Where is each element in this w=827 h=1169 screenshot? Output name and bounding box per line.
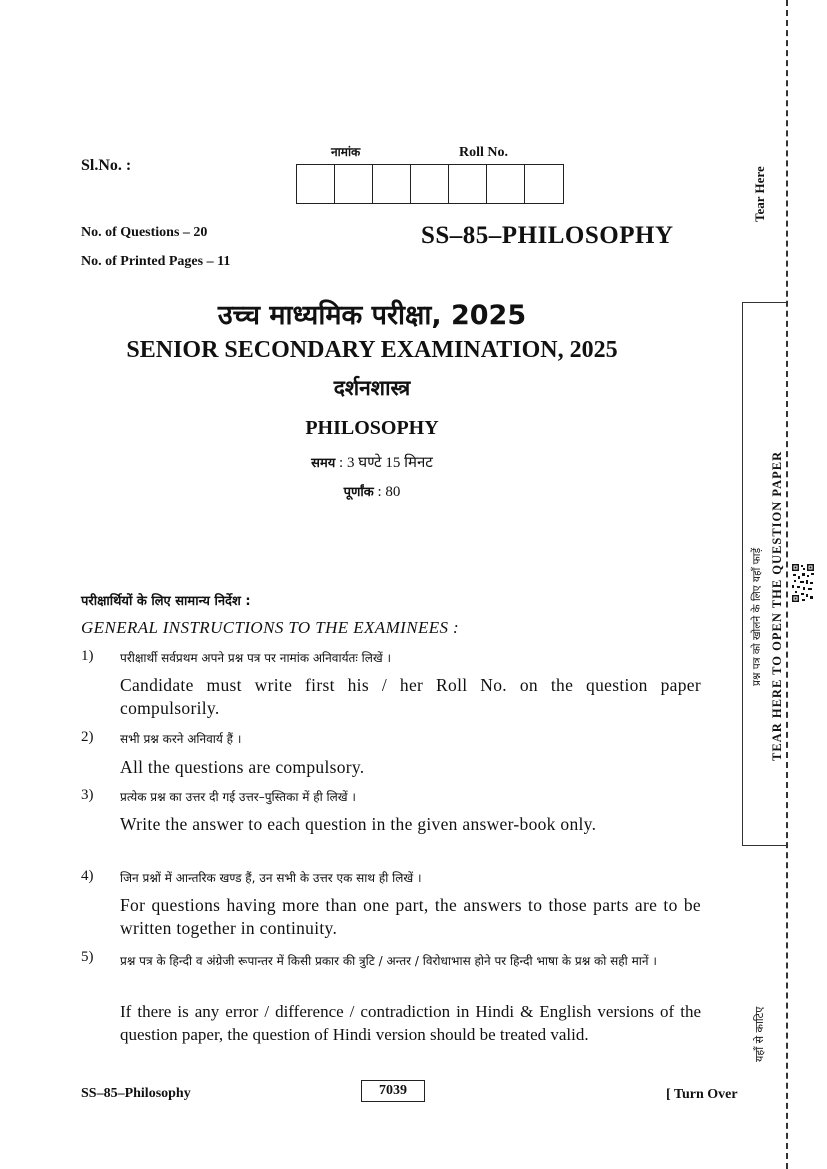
exam-duration xyxy=(0,452,744,472)
number-of-questions: No. of Questions – 20 xyxy=(81,225,208,240)
time-label: समय xyxy=(311,456,336,471)
marks-label: पूर्णांक xyxy=(343,485,374,500)
roll-digit-box[interactable] xyxy=(411,165,449,203)
roll-number-boxes[interactable] xyxy=(296,164,564,204)
instructions-heading: GENERAL INSTRUCTIONS TO THE EXAMINEES : xyxy=(81,618,460,637)
instruction-number: 1) xyxy=(81,648,94,664)
roll-number-label: Roll No. xyxy=(459,145,508,160)
roll-digit-box[interactable] xyxy=(335,165,373,203)
marks-value: : 80 xyxy=(377,484,401,500)
tear-to-open-label: TEAR HERE TO OPEN THE QUESTION PAPER xyxy=(770,450,784,761)
paper-code: SS–85–PHILOSOPHY xyxy=(421,222,674,249)
roll-digit-box[interactable] xyxy=(487,165,525,203)
instruction-hindi: परीक्षार्थी सर्वप्रथम अपने प्रश्न पत्र पर नामांक अनिवार्यतः लिखें । xyxy=(120,651,392,665)
cut-here-label-hindi: यहाँ से काटिए xyxy=(753,1006,766,1062)
subject-title: PHILOSOPHY xyxy=(305,417,439,439)
serial-number-label: Sl.No. : xyxy=(81,157,132,174)
turn-over-label: [ Turn Over xyxy=(666,1087,738,1102)
qr-code-icon xyxy=(791,563,815,603)
number-of-printed-pages: No. of Printed Pages – 11 xyxy=(81,254,231,269)
footer-paper-code: SS–85–Philosophy xyxy=(81,1086,191,1101)
instruction-number: 4) xyxy=(81,868,94,884)
instruction-english: For questions having more than one part, the answers to those parts are to be written together in continuity. xyxy=(120,895,701,938)
instruction-number: 2) xyxy=(81,729,94,745)
roll-digit-box[interactable] xyxy=(297,165,335,203)
instructions-heading-hindi: परीक्षार्थियों के लिए सामान्य निर्देश : xyxy=(81,594,251,609)
max-marks xyxy=(0,482,744,501)
instruction-number: 3) xyxy=(81,787,94,803)
time-value: : 3 घण्टे 15 मिनट xyxy=(339,455,433,471)
instruction-english: If there is any error / difference / contradiction in Hindi & English versions of the question paper, the question of Hindi version should be treated valid. xyxy=(120,1002,701,1044)
instruction-number: 5) xyxy=(81,949,94,965)
subject-title-hindi: दर्शनशास्त्र xyxy=(333,376,411,400)
exam-title-hindi: उच्च माध्यमिक परीक्षा, 2025 xyxy=(217,300,527,331)
instruction-english: Candidate must write first his / her Roll No. on the question paper compulsorily. xyxy=(120,675,701,718)
instruction-hindi: सभी प्रश्न करने अनिवार्य हैं । xyxy=(120,732,242,746)
roll-number-label-hindi: नामांक xyxy=(331,145,361,159)
footer-booklet-code: 7039 xyxy=(361,1080,425,1102)
roll-digit-box[interactable] xyxy=(525,165,563,203)
tear-here-label: Tear Here xyxy=(752,166,767,222)
instruction-hindi: प्रत्येक प्रश्न का उत्तर दी गई उत्तर–पुस्तिका में ही लिखें । xyxy=(120,790,356,804)
roll-digit-box[interactable] xyxy=(373,165,411,203)
instruction-english: Write the answer to each question in the given answer-book only. xyxy=(120,814,597,834)
exam-title: SENIOR SECONDARY EXAMINATION, 2025 xyxy=(126,337,618,363)
tear-to-open-label-hindi: प्रश्न पत्र को खोलने के लिए यहाँ फाड़ें xyxy=(751,547,763,686)
instruction-hindi: जिन प्रश्नों में आन्तरिक खण्ड हैं, उन सभी के उत्तर एक साथ ही लिखें । xyxy=(120,871,422,885)
roll-digit-box[interactable] xyxy=(449,165,487,203)
instruction-english: All the questions are compulsory. xyxy=(120,757,365,777)
instruction-hindi: प्रश्न पत्र के हिन्दी व अंग्रेजी रूपान्तर में किसी प्रकार की त्रुटि / अन्तर / विरोधाभास होने पर हिन्दी भाषा के प्रश्न को सही मानें । xyxy=(120,954,657,968)
